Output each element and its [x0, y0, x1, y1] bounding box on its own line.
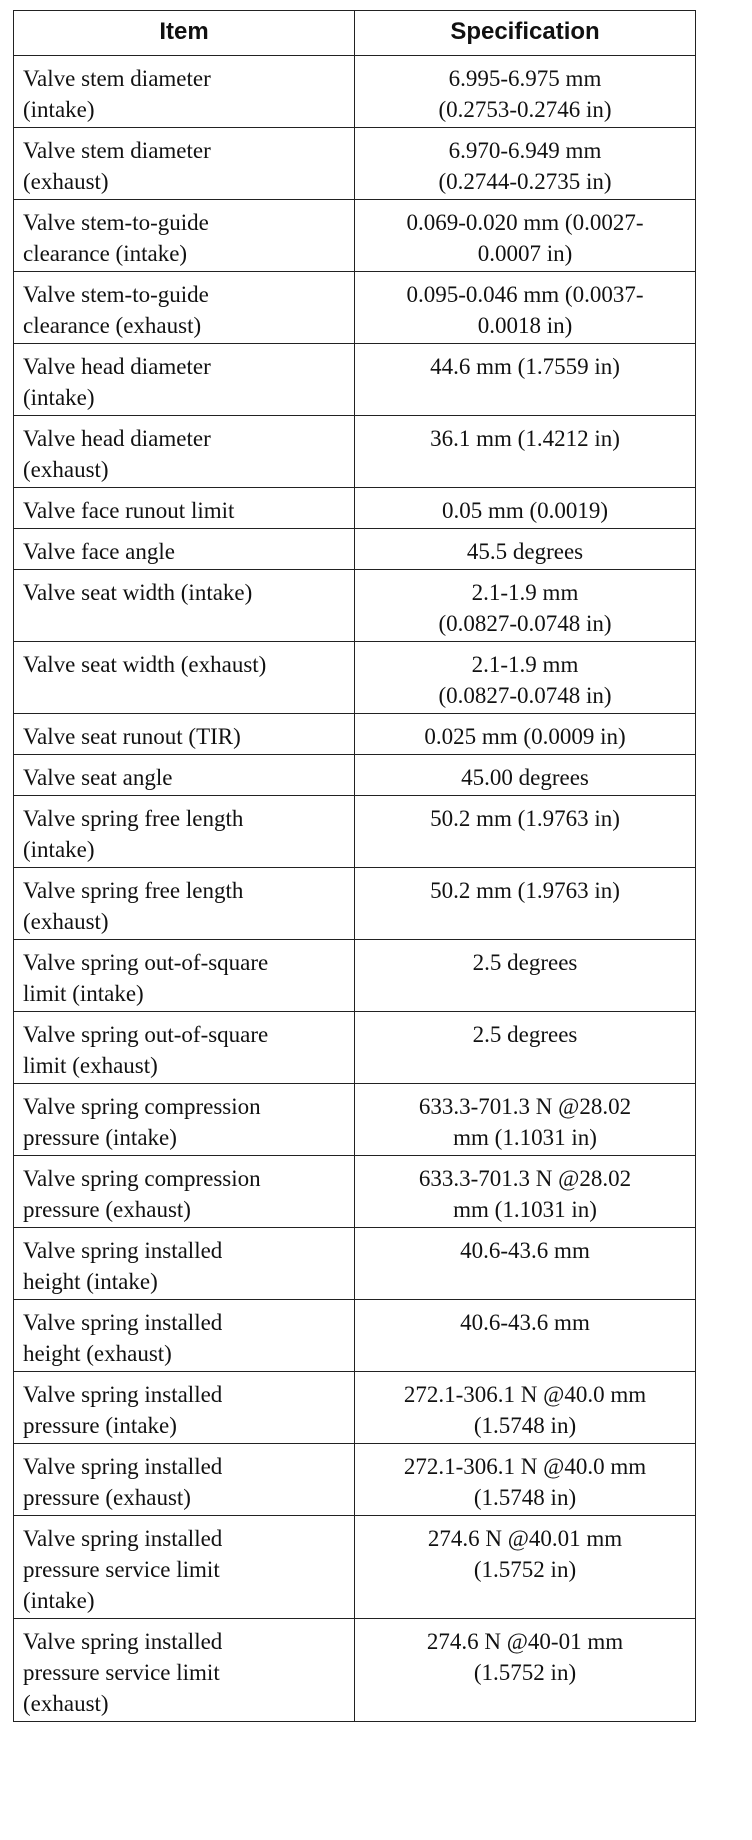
- table-row: [14, 1619, 696, 1722]
- item-cell: Valve spring compression pressure (exhaust): [14, 1156, 355, 1228]
- specification-cell: 0.095-0.046 mm (0.0037- 0.0018 in): [355, 272, 696, 344]
- specification-cell: 50.2 mm (1.9763 in): [355, 868, 696, 940]
- table-row: [14, 868, 696, 940]
- specification-cell: 45.5 degrees: [355, 529, 696, 570]
- specification-cell: 274.6 N @40.01 mm (1.5752 in): [355, 1516, 696, 1619]
- specification-cell: 633.3-701.3 N @28.02 mm (1.1031 in): [355, 1084, 696, 1156]
- item-cell: Valve seat angle: [14, 755, 355, 796]
- table-body: [14, 56, 696, 1722]
- item-cell: Valve stem diameter (exhaust): [14, 128, 355, 200]
- item-cell: Valve spring installed pressure (exhaust): [14, 1444, 355, 1516]
- specification-cell: 36.1 mm (1.4212 in): [355, 416, 696, 488]
- item-cell: Valve spring out-of-square limit (intake): [14, 940, 355, 1012]
- item-cell: Valve seat width (intake): [14, 570, 355, 642]
- specification-cell: 50.2 mm (1.9763 in): [355, 796, 696, 868]
- item-cell: Valve spring installed height (exhaust): [14, 1300, 355, 1372]
- table-row: [14, 570, 696, 642]
- item-cell: Valve stem diameter (intake): [14, 56, 355, 128]
- item-cell: Valve face runout limit: [14, 488, 355, 529]
- item-cell: Valve spring compression pressure (intake): [14, 1084, 355, 1156]
- specification-cell: 272.1-306.1 N @40.0 mm (1.5748 in): [355, 1372, 696, 1444]
- item-cell: Valve head diameter (intake): [14, 344, 355, 416]
- table-row: [14, 755, 696, 796]
- specification-cell: 0.05 mm (0.0019): [355, 488, 696, 529]
- specification-cell: 45.00 degrees: [355, 755, 696, 796]
- table-row: [14, 1012, 696, 1084]
- item-cell: Valve spring installed pressure (intake): [14, 1372, 355, 1444]
- item-cell: Valve spring installed pressure service limit (exhaust): [14, 1619, 355, 1722]
- table-row: [14, 344, 696, 416]
- specification-cell: 40.6-43.6 mm: [355, 1228, 696, 1300]
- table-row: [14, 642, 696, 714]
- table-row: [14, 796, 696, 868]
- specification-cell: 44.6 mm (1.7559 in): [355, 344, 696, 416]
- item-cell: Valve head diameter (exhaust): [14, 416, 355, 488]
- table-row: [14, 529, 696, 570]
- specification-cell: 274.6 N @40-01 mm (1.5752 in): [355, 1619, 696, 1722]
- specification-cell: 272.1-306.1 N @40.0 mm (1.5748 in): [355, 1444, 696, 1516]
- item-cell: Valve spring out-of-square limit (exhaust): [14, 1012, 355, 1084]
- table-row: [14, 1156, 696, 1228]
- specification-cell: 2.1-1.9 mm (0.0827-0.0748 in): [355, 570, 696, 642]
- item-cell: Valve face angle: [14, 529, 355, 570]
- item-cell: Valve spring installed height (intake): [14, 1228, 355, 1300]
- specification-cell: 40.6-43.6 mm: [355, 1300, 696, 1372]
- table-row: [14, 1084, 696, 1156]
- header-specification: Specification: [355, 11, 696, 56]
- table-row: [14, 714, 696, 755]
- specification-table: [13, 10, 696, 1722]
- specification-cell: 0.025 mm (0.0009 in): [355, 714, 696, 755]
- table-row: [14, 488, 696, 529]
- item-cell: Valve seat width (exhaust): [14, 642, 355, 714]
- item-cell: Valve stem-to-guide clearance (intake): [14, 200, 355, 272]
- table-row: [14, 1372, 696, 1444]
- table-row: [14, 1516, 696, 1619]
- table-header: [14, 11, 696, 56]
- item-cell: Valve seat runout (TIR): [14, 714, 355, 755]
- table-row: [14, 1444, 696, 1516]
- item-cell: Valve spring free length (exhaust): [14, 868, 355, 940]
- specification-cell: 2.1-1.9 mm (0.0827-0.0748 in): [355, 642, 696, 714]
- table-row: [14, 416, 696, 488]
- table-row: [14, 200, 696, 272]
- table-row: [14, 1300, 696, 1372]
- item-cell: Valve spring installed pressure service limit (intake): [14, 1516, 355, 1619]
- specification-cell: 6.995-6.975 mm (0.2753-0.2746 in): [355, 56, 696, 128]
- specification-cell: 2.5 degrees: [355, 940, 696, 1012]
- specification-cell: 2.5 degrees: [355, 1012, 696, 1084]
- specification-cell: 633.3-701.3 N @28.02 mm (1.1031 in): [355, 1156, 696, 1228]
- item-cell: Valve stem-to-guide clearance (exhaust): [14, 272, 355, 344]
- table-row: [14, 1228, 696, 1300]
- item-cell: Valve spring free length (intake): [14, 796, 355, 868]
- table-row: [14, 56, 696, 128]
- specification-cell: 6.970-6.949 mm (0.2744-0.2735 in): [355, 128, 696, 200]
- table-row: [14, 128, 696, 200]
- specification-cell: 0.069-0.020 mm (0.0027- 0.0007 in): [355, 200, 696, 272]
- header-item: Item: [14, 11, 355, 56]
- header-row: [14, 11, 696, 56]
- table-row: [14, 272, 696, 344]
- table-row: [14, 940, 696, 1012]
